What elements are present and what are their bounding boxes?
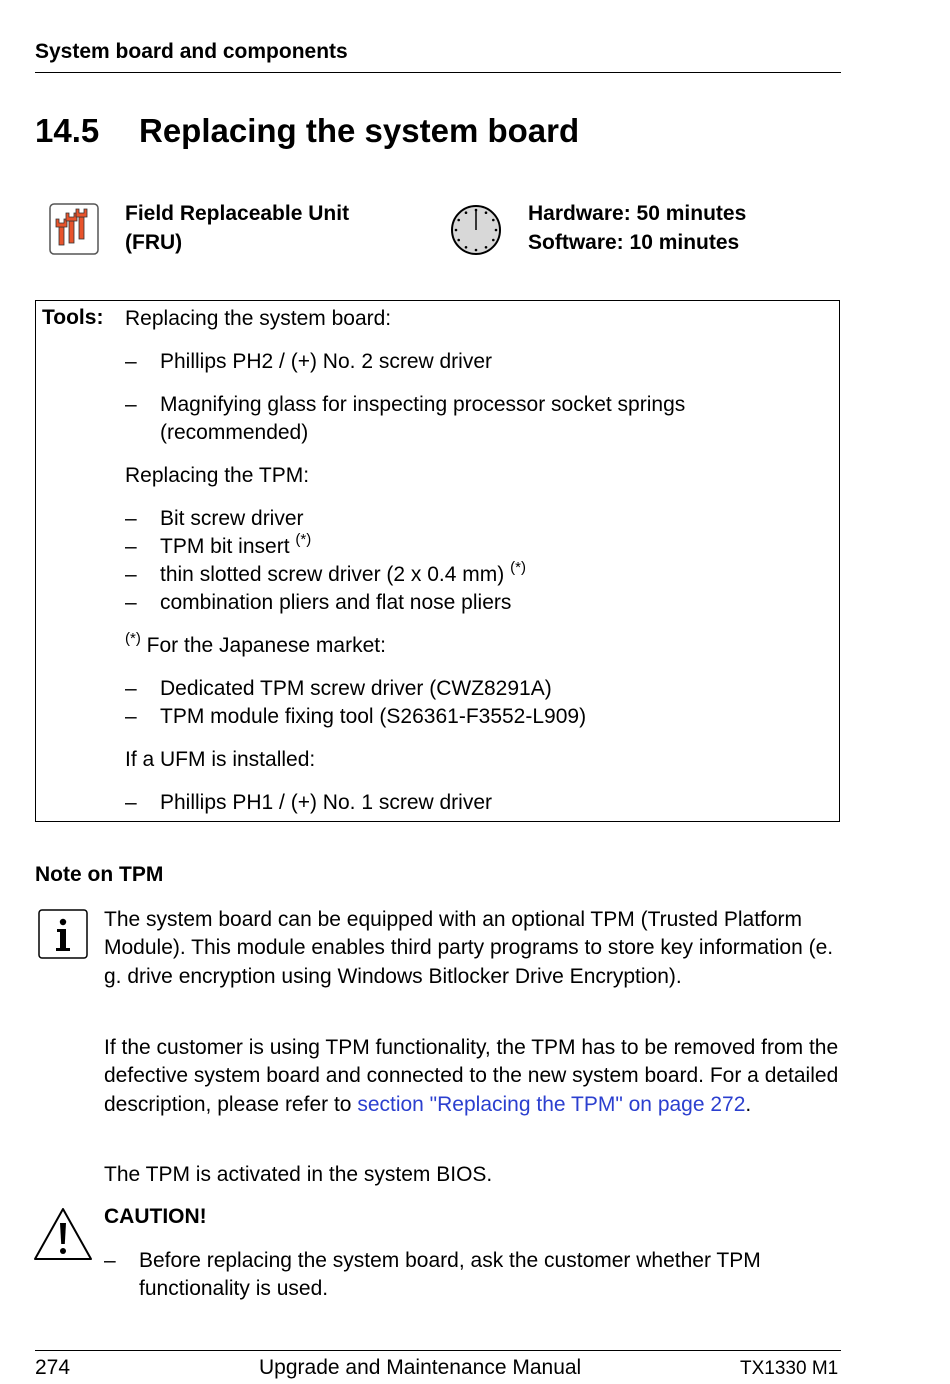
note-heading: Note on TPM (35, 863, 164, 886)
caution-icon (32, 1206, 94, 1262)
list-dash: – (104, 1249, 116, 1272)
list-item: Phillips PH2 / (+) No. 2 screw driver (160, 350, 493, 373)
list-item-continued: (recommended) (160, 421, 309, 444)
list-item: Phillips PH1 / (+) No. 1 screw driver (160, 791, 493, 814)
header-rule (35, 72, 841, 73)
tools-board-heading: Replacing the system board: (125, 307, 392, 330)
list-dash: – (125, 563, 137, 586)
list-item-text: thin slotted screw driver (2 x 0.4 mm) (160, 563, 511, 586)
footnote-marker: (*) (125, 630, 141, 647)
software-time: Software: 10 minutes (528, 231, 740, 254)
list-dash: – (125, 791, 137, 814)
footer-rule (35, 1350, 841, 1351)
header-title: System board and components (35, 40, 348, 63)
tools-label: Tools: (42, 306, 104, 329)
list-dash: – (125, 535, 137, 558)
manual-title: Upgrade and Maintenance Manual (259, 1356, 582, 1379)
section-number: 14.5 (35, 112, 100, 149)
section-title: Replacing the system board (139, 112, 580, 149)
list-item: Magnifying glass for inspecting processor socket springs (160, 393, 686, 416)
list-item: Dedicated TPM screw driver (CWZ8291A) (160, 677, 552, 700)
list-dash: – (125, 350, 137, 373)
hardware-time: Hardware: 50 minutes (528, 202, 747, 225)
fru-line-2: (FRU) (125, 231, 183, 254)
japan-note-text: For the Japanese market: (140, 634, 386, 657)
list-item: combination pliers and flat nose pliers (160, 591, 512, 614)
list-dash: – (125, 507, 137, 530)
list-item: Bit screw driver (160, 507, 304, 530)
page-number: 274 (35, 1356, 71, 1379)
list-dash: – (125, 393, 137, 416)
note-paragraph-2 (104, 1034, 844, 1119)
clock-icon (450, 204, 502, 256)
list-dash: – (125, 677, 137, 700)
note-paragraph-1: The system board can be equipped with an optional TPM (Trusted Platform Module). This module enables third party programs to store key information (e. g. drive encryption using Windows Bitlocker Drive Encryption). (104, 908, 834, 988)
time-estimate (528, 199, 746, 257)
list-item (160, 533, 311, 563)
list-item-text: TPM bit insert (160, 535, 296, 558)
note-paragraph-2-text: If the customer is using TPM functionality, the TPM has to be removed from the defective system board and connected to the new system board. For a detailed description, please refer to (104, 1036, 839, 1116)
caution-title: CAUTION! (104, 1205, 207, 1228)
fru-label (125, 199, 349, 257)
tools-tpm-heading: Replacing the TPM: (125, 464, 310, 487)
fru-line-1: Field Replaceable Unit (125, 202, 350, 225)
list-item (160, 561, 526, 591)
note-paragraph-2-end: . (745, 1092, 752, 1116)
model-name: TX1330 M1 (740, 1358, 839, 1379)
footnote-marker: (*) (295, 531, 312, 548)
caution-item-line-2: functionality is used. (139, 1277, 329, 1300)
ufm-intro: If a UFM is installed: (125, 748, 316, 771)
list-dash: – (125, 705, 137, 728)
list-dash: – (125, 591, 137, 614)
note-paragraph-3: The TPM is activated in the system BIOS. (104, 1163, 493, 1186)
info-icon (38, 909, 88, 959)
footnote-marker: (*) (510, 559, 526, 576)
japan-note (125, 632, 386, 662)
list-item: TPM module fixing tool (S26361-F3552-L909) (160, 705, 587, 728)
caution-item-line-1: Before replacing the system board, ask the customer whether TPM (139, 1249, 761, 1272)
wrench-fru-icon (49, 203, 99, 255)
tpm-section-link[interactable]: section "Replacing the TPM" on page 272 (357, 1092, 746, 1116)
